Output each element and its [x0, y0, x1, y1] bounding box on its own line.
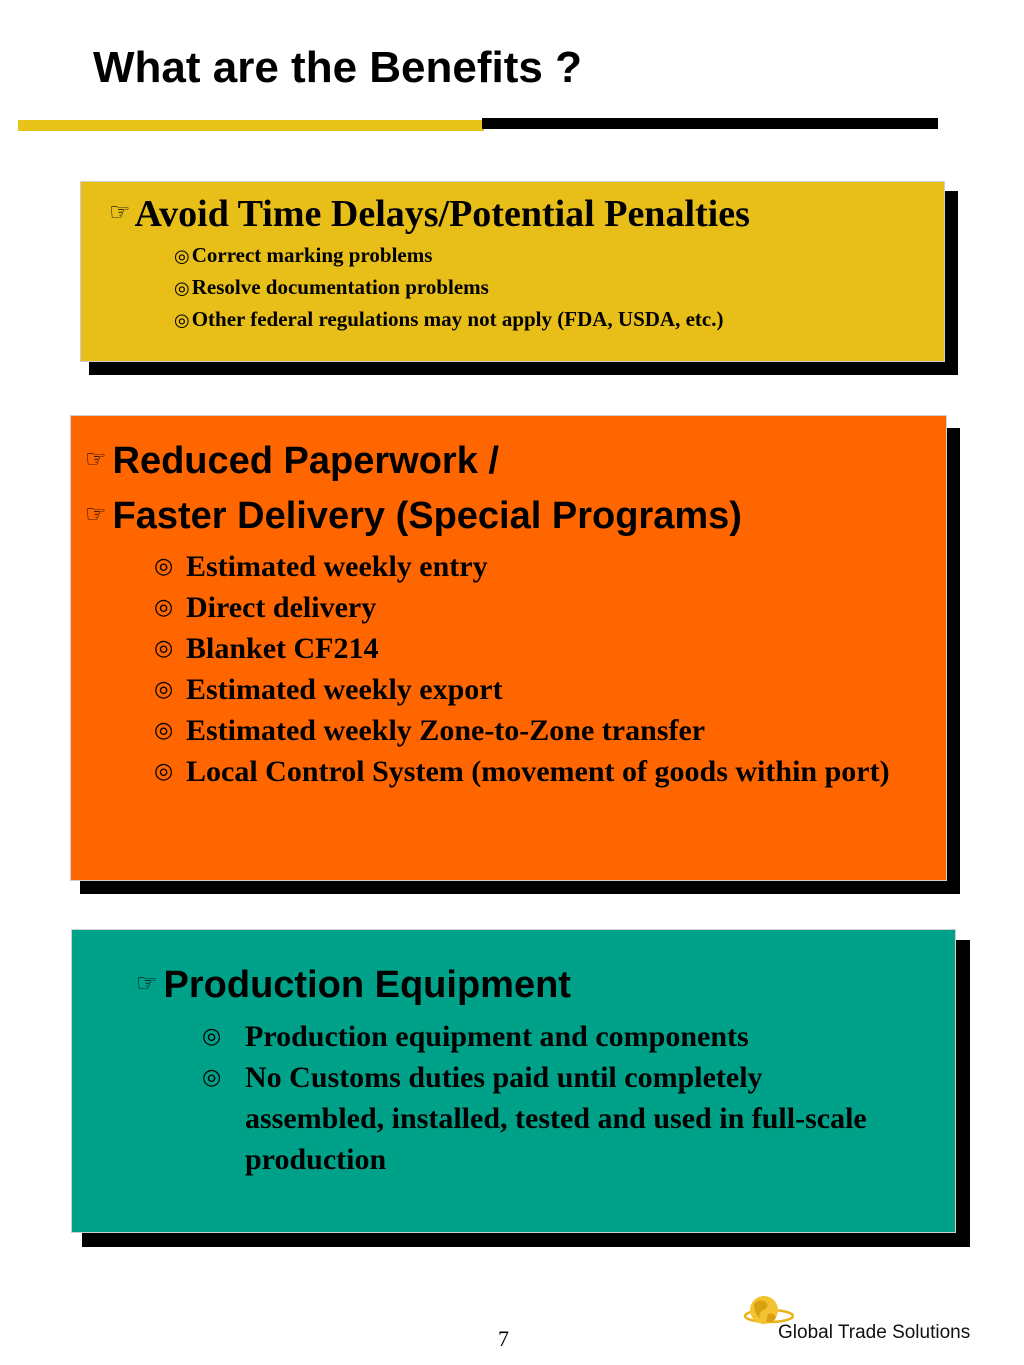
list-item — [154, 546, 924, 587]
list-item-text: Production equipment and components — [245, 1020, 749, 1053]
title-underline-accent — [18, 120, 484, 131]
pointing-hand-icon: ☞ — [85, 500, 107, 528]
list-item — [202, 1057, 892, 1180]
benefit-card-production-equipment — [71, 929, 956, 1233]
card-heading-text: Reduced Paperwork / — [112, 440, 499, 482]
bullseye-icon: ◎ — [202, 1024, 222, 1049]
bullseye-icon: ◎ — [174, 246, 190, 267]
pointing-hand-icon: ☞ — [136, 969, 158, 997]
list-item-text: Resolve documentation problems — [191, 275, 489, 299]
benefit-card-paperwork — [70, 415, 947, 881]
list-item — [174, 275, 489, 300]
list-item-text: Other federal regulations may not apply (FDA, USDA, etc.) — [191, 307, 724, 331]
bullseye-icon: ◎ — [174, 278, 190, 299]
title-underline — [482, 118, 938, 129]
benefit-list — [202, 1016, 892, 1180]
bullseye-icon: ◎ — [174, 310, 190, 331]
list-item-text: No Customs duties paid until completely assembled, installed, tested and used in full-scale production — [245, 1061, 867, 1176]
list-item-text: Estimated weekly export — [186, 673, 503, 706]
bullseye-icon: ◎ — [154, 595, 174, 620]
list-item — [154, 751, 924, 792]
list-item — [154, 587, 924, 628]
card-heading-text: Avoid Time Delays/Potential Penalties — [134, 193, 750, 235]
list-item-text: Local Control System (movement of goods within port) — [186, 755, 890, 788]
bullseye-icon: ◎ — [154, 636, 174, 661]
card-heading — [85, 495, 742, 538]
pointing-hand-icon: ☞ — [85, 445, 107, 473]
list-item — [154, 710, 924, 751]
list-item-text: Estimated weekly Zone-to-Zone transfer — [186, 714, 706, 747]
list-item — [154, 669, 924, 710]
bullseye-icon: ◎ — [154, 677, 174, 702]
list-item — [174, 243, 432, 268]
benefit-card-time-delays — [80, 181, 945, 362]
list-item-text: Blanket CF214 — [186, 632, 379, 665]
list-item-text: Correct marking problems — [191, 243, 433, 267]
bullseye-icon: ◎ — [202, 1065, 222, 1090]
page-title: What are the Benefits ? — [93, 43, 582, 92]
benefit-list — [154, 546, 924, 792]
list-item — [174, 307, 723, 332]
bullseye-icon: ◎ — [154, 759, 174, 784]
card-heading-text: Faster Delivery (Special Programs) — [112, 495, 742, 537]
card-heading — [85, 440, 499, 483]
bullseye-icon: ◎ — [154, 718, 174, 743]
pointing-hand-icon: ☞ — [109, 198, 131, 226]
page-number: 7 — [498, 1326, 509, 1351]
bullseye-icon: ◎ — [154, 554, 174, 579]
list-item-text: Direct delivery — [186, 591, 377, 624]
list-item — [154, 628, 924, 669]
list-item — [202, 1016, 892, 1057]
company-logo-text: Global Trade Solutions — [778, 1322, 971, 1343]
card-heading-text: Production Equipment — [163, 964, 571, 1006]
list-item-text: Estimated weekly entry — [186, 550, 488, 583]
card-heading — [136, 964, 571, 1007]
card-heading — [109, 192, 750, 236]
